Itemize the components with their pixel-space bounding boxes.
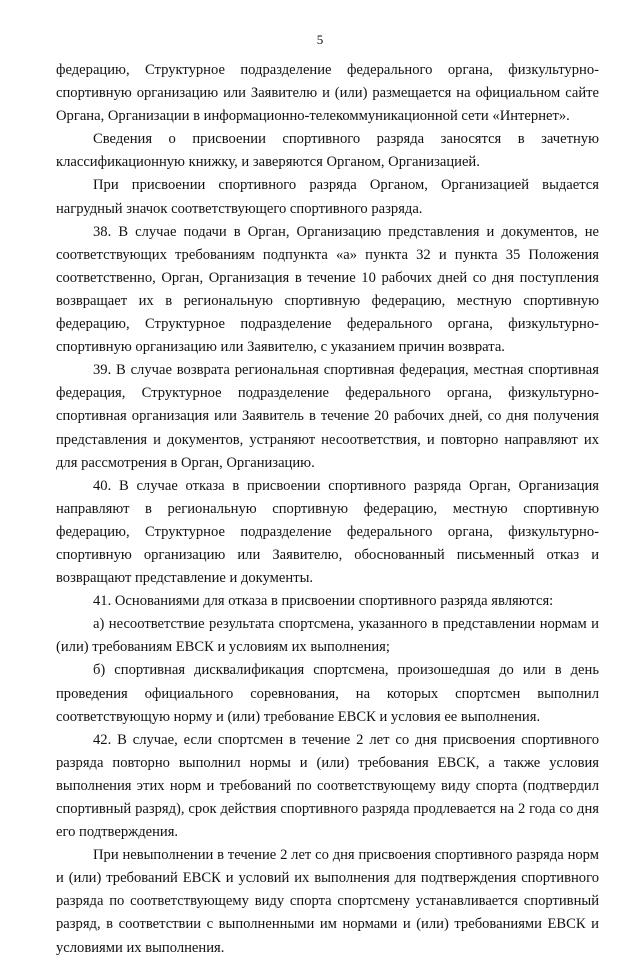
paragraph-continuation: федерацию, Структурное подразделение федерального органа, физкультурно-спортивную организацию или Заявителю и (или) размещается на официальном сайте Органа, Организации в информационно-телекоммуникационной сети «Интернет». <box>56 62 599 125</box>
paragraph-badge: При присвоении спортивного разряда Органом, Организацией выдается нагрудный значок соответствующего спортивного разряда. <box>56 177 599 217</box>
paragraph-item-39: 39. В случае возврата региональная спортивная федерация, местная спортивная федерация, Структурное подразделение федерального органа, физкультурно-спортивная организация или Заявитель в течение 20 рабочих дней, со дня получения представления и документов, устраняют несоответствия, и повторно направляют их для рассмотрения в Орган, Организацию. <box>56 362 599 471</box>
paragraph-item-42: 42. В случае, если спортсмен в течение 2 лет со дня присвоения спортивного разряда повторно выполнил нормы и (или) требования ЕВСК, а также условия выполнения этих норм и требований по соответствующему виду спорта (подтвердил спортивный разряд), срок действия спортивного разряда продлевается на 2 года со дня его подтверждения. <box>56 731 599 841</box>
paragraph-non-confirmation: При невыполнении в течение 2 лет со дня присвоения спортивного разряда норм и (или) требований ЕВСК и условий их выполнения для подтверждения спортивного разряда по соответствующему виду спорта спортсмену устанавливается спортивный разряд, в соответствии с выполненными им нормами и (или) требованиями ЕВСК и условиями их выполнения. <box>56 847 599 956</box>
page-number: 5 <box>316 32 324 47</box>
paragraph-item-40: 40. В случае отказа в присвоении спортивного разряда Орган, Организация направляют в региональную спортивную федерацию, местную спортивную федерацию, Структурное подразделение федерального органа, физкультурно-спортивную организацию или Заявителю, обоснованный письменный отказ и возвращают представление и документы. <box>56 477 599 587</box>
paragraph-record-book: Сведения о присвоении спортивного разряда заносятся в зачетную классификационную книжку, и заверяются Органом, Организацией. <box>56 131 599 171</box>
paragraph-item-41-a: а) несоответствие результата спортсмена, указанного в представлении нормам и (или) требованиям ЕВСК и условиям их выполнения; <box>56 616 599 656</box>
paragraph-item-41: 41. Основаниями для отказа в присвоении спортивного разряда являются: <box>93 593 554 610</box>
paragraph-item-41-b: б) спортивная дисквалификация спортсмена, произошедшая до или в день проведения официального соревнования, на которых спортсмен выполнил соответствующую норму и (или) требование ЕВСК и условия ее выполнения. <box>56 662 599 725</box>
paragraph-item-38: 38. В случае подачи в Орган, Организацию представления и документов, не соответствующих требованиям подпункта «а» пункта 32 и пункта 35 Положения соответственно, Орган, Организация в течение 10 рабочих дней со дня поступления возвращает их в региональную спортивную федерацию, местную спортивную федерацию, Структурное подразделение федерального органа, физкультурно-спортивную организацию или Заявителю, с указанием причин возврата. <box>56 223 599 356</box>
document-body <box>56 59 599 960</box>
